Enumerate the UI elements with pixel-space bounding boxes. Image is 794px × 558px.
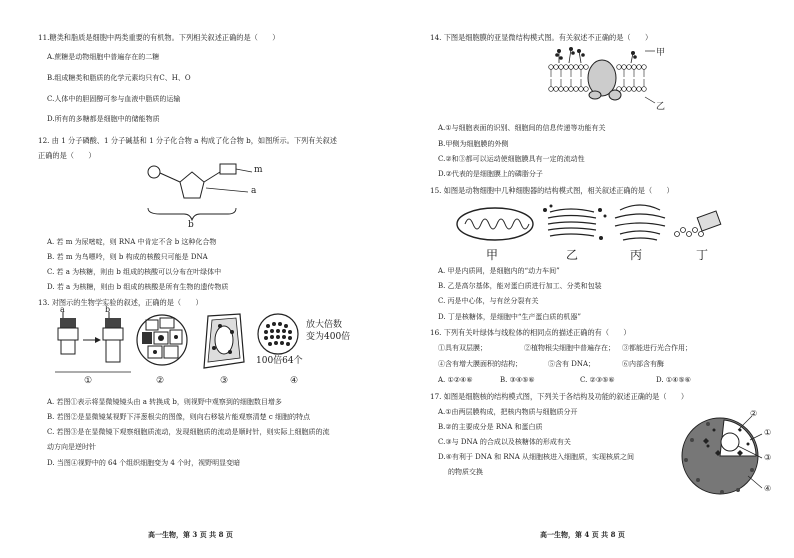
mitochondrion: [457, 208, 533, 240]
q16-item-4: ④含有增大膜面积的结构；: [438, 360, 522, 368]
q14-option-d: D.②代表的是细胞膜上的磷脂分子: [438, 170, 543, 178]
q16-item-3: ③都能进行光合作用；: [622, 344, 692, 352]
q14-option-a: A.①与细胞表面的识别、细胞间的信息传递等功能有关: [438, 124, 606, 132]
q16-item-1: ①具有双层膜；: [438, 344, 487, 352]
q17-option-d-line1: D.④有利于 DNA 和 RNA 从细胞核进入细胞质，实现核质之间: [438, 453, 635, 461]
root-tip-cells-figure: [136, 310, 188, 370]
q12-label-m: m: [254, 165, 263, 175]
q14-option-b: B.甲侧为细胞膜的外侧: [438, 140, 509, 148]
q17-label-2: ②: [750, 409, 758, 418]
q16-item-5: ⑤含有 DNA；: [548, 360, 596, 368]
plant-cell-figure: [200, 312, 246, 370]
q16-option-d: D. ①④⑤⑥: [656, 376, 691, 384]
q13-fig-num-2: ②: [156, 376, 165, 386]
q14-label-jia: 甲: [656, 48, 666, 58]
nucleotide-diagram: [140, 160, 290, 230]
q15-option-b: B. 乙是高尔基体，能对蛋白质进行加工、分类和包装: [438, 282, 602, 290]
q12-stem-line1: 12. 由 1 分子磷酸、1 分子碱基和 1 分子化合物 a 构成了化合物 b，如图所示。下列有关叙述: [38, 136, 337, 145]
cell-membrane-diagram: [545, 45, 665, 105]
q13-option-b: B. 若图②是显微镜某视野下洋葱根尖的图像，则向右移装片能观察清楚 c 细胞的特点: [47, 413, 310, 421]
organelles-diagram: [455, 200, 725, 250]
q12-label-a: a: [251, 186, 257, 196]
q15-option-a: A. 甲是内质网，是细胞内的“动力车间”: [438, 267, 560, 275]
q13-option-d: D. 当图④视野中的 64 个组织细胞变为 4 个时，视野明显变暗: [47, 459, 241, 467]
q14-stem: 14. 下图是细胞膜的亚显微结构模式图。有关叙述不正确的是（ ）: [430, 33, 653, 42]
q13-count-label: 100倍64个: [256, 356, 303, 366]
q17-option-b: B.②的主要成分是 RNA 和蛋白质: [438, 423, 543, 431]
nucleus-diagram: [678, 410, 770, 502]
q13-label-a: a: [60, 305, 65, 314]
q17-option-c: C.③与 DNA 的合成以及核糖体的形成有关: [438, 438, 571, 446]
q16-option-b: B. ③④⑤⑥: [500, 376, 535, 384]
q16-item-2: ②植物根尖细胞中普遍存在；: [524, 344, 615, 352]
q14-option-c: C.②和③都可以运动使细胞膜具有一定的流动性: [438, 155, 585, 163]
right-page-footer: 高一生物，第 4 页 共 8 页: [540, 530, 625, 539]
q17-label-4: ④: [764, 484, 772, 493]
q15-label-jia: 甲: [486, 248, 499, 262]
q17-option-d-line2: 的物质交换: [448, 468, 483, 476]
q13-label-b: b: [105, 305, 111, 314]
q15-label-bing: 丙: [630, 248, 643, 262]
q13-fig-num-1: ①: [84, 376, 93, 386]
q13-option-c-line1: C. 若图③是在显微镜下观察细胞质流动，发现细胞质的流动是顺时针，则实际上细胞质的流: [47, 428, 330, 436]
q13-option-c-line2: 动方向是逆时针: [47, 443, 96, 451]
q13-note-line1: 放大倍数: [306, 320, 343, 330]
q11-option-b: B.组成糖类和脂质的化学元素均只有C、H、O: [47, 74, 191, 82]
q12-option-a: A. 若 m 为尿嘧啶，则 RNA 中肯定不含 b 这种化合物: [47, 238, 217, 246]
q15-label-ding: 丁: [696, 248, 709, 262]
q11-option-c: C.人体中的胆固醇可参与血液中脂质的运输: [47, 95, 181, 103]
q17-option-a: A.①由两层膜构成，把核内物质与细胞质分开: [438, 408, 578, 416]
q15-label-yi: 乙: [566, 248, 579, 262]
q11-stem: 11.糖类和脂质是细胞中两类重要的有机物。下列相关叙述正确的是（ ）: [38, 33, 280, 42]
q11-option-a: A.蔗糖是动物细胞中普遍存在的二糖: [47, 53, 160, 61]
brace-b: [148, 208, 236, 220]
pentose-ring: [180, 172, 204, 198]
q15-stem: 15. 如图是动物细胞中几种细胞器的结构模式图，相关叙述正确的是（ ）: [430, 186, 674, 195]
q17-label-3: ③: [764, 453, 772, 462]
q14-label-yi: 乙: [656, 102, 666, 112]
q16-stem: 16. 下列有关叶绿体与线粒体的相同点的描述正确的有（ ）: [430, 328, 631, 337]
q16-option-a: A. ①②④⑥: [438, 376, 473, 384]
q16-item-6: ⑥内部含有酶: [622, 360, 664, 368]
q12-option-b: B. 若 m 为鸟嘌呤，则 b 构成的核酸只可能是 DNA: [47, 253, 208, 261]
q12-option-c: C. 若 a 为核糖，则由 b 组成的核酸可以分布在叶绿体中: [47, 268, 222, 276]
phosphate-circle: [148, 166, 160, 178]
base-rect: [220, 164, 236, 174]
q17-stem: 17. 如图是细胞核的结构模式图，下列关于各结构及功能的叙述正确的是（ ）: [430, 392, 689, 401]
q13-stem: 13. 对图示的生物学实验的叙述，正确的是（ ）: [38, 298, 203, 307]
tissue-cells-figure: [256, 312, 300, 356]
left-page-footer: 高一生物，第 3 页 共 8 页: [148, 530, 233, 539]
objective-lens-figure: [55, 312, 135, 374]
q16-option-c: C. ②③⑤⑥: [580, 376, 615, 384]
q13-fig-num-4: ④: [290, 376, 299, 386]
q13-note-line2: 变为400倍: [306, 332, 351, 342]
q12-option-d: D. 若 a 为核糖，则由 b 组成的核酸是所有生物的遗传物质: [47, 283, 229, 291]
q15-option-c: C. 丙是中心体，与有丝分裂有关: [438, 297, 539, 305]
q12-label-b: b: [188, 220, 194, 230]
q15-option-d: D. 丁是核糖体，是细胞中“生产蛋白质的机器”: [438, 313, 581, 321]
q11-option-d: D.所有的多糖都是细胞中的储能物质: [47, 115, 160, 123]
q12-stem-line2: 正确的是（ ）: [38, 151, 96, 160]
q17-label-1: ①: [764, 428, 772, 437]
q13-option-a: A. 若图①表示将显微镜镜头由 a 转换成 b，则视野中观察到的细胞数目增多: [47, 398, 282, 406]
q13-fig-num-3: ③: [220, 376, 229, 386]
